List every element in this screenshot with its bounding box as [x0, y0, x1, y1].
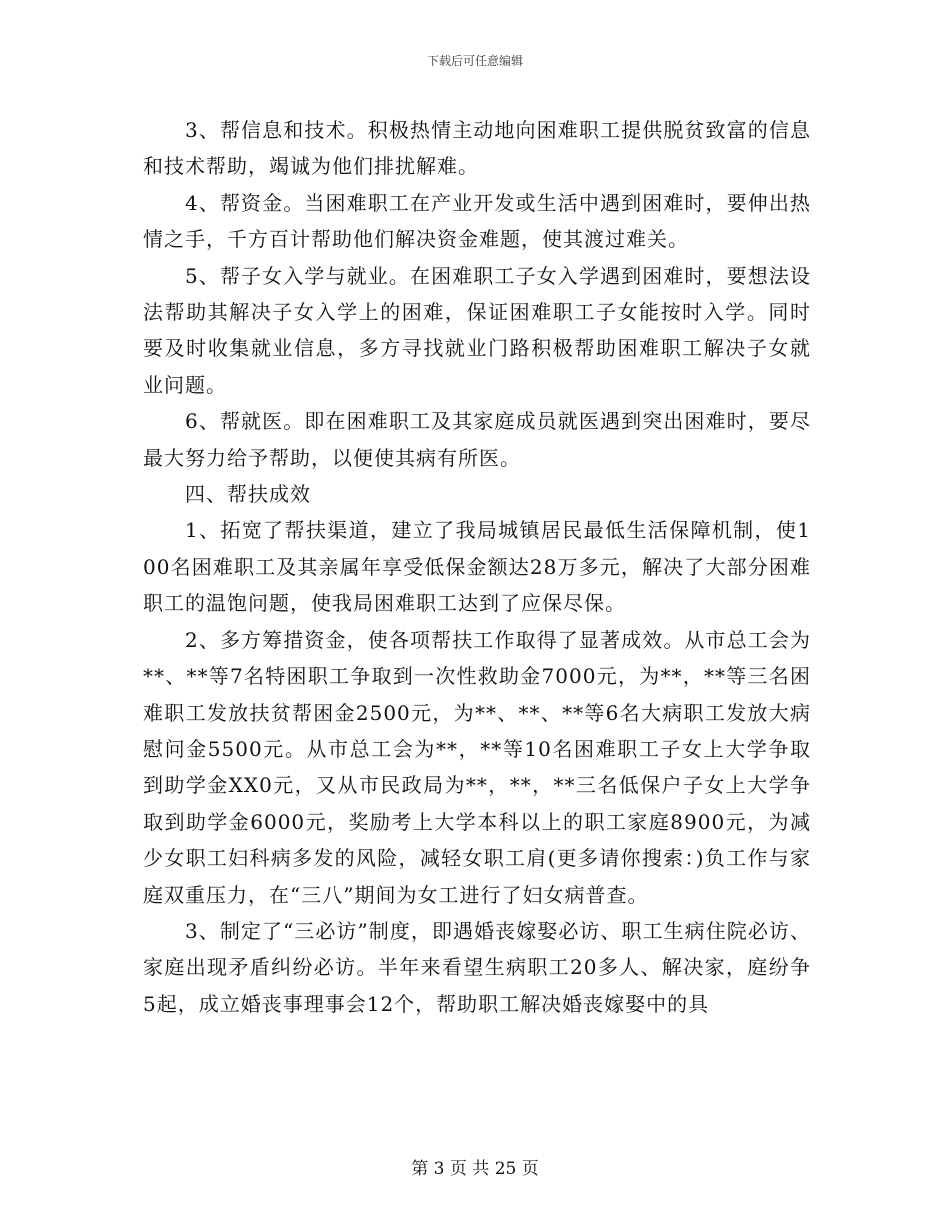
- paragraph-result-channels: 1、拓宽了帮扶渠道，建立了我局城镇居民最低生活保障机制，使100名困难职工及其亲属年享受低保金额达28万多元，解决了大部分困难职工的温饱问题，使我局困难职工达到了应保尽保。: [143, 518, 811, 616]
- paragraph-help-medical: 6、帮就医。即在困难职工及其家庭成员就医遇到突出困难时，要尽最大努力给予帮助，以便使其病有所医。: [143, 409, 811, 470]
- document-body: [143, 112, 811, 1022]
- paragraph-help-funds: 4、帮资金。当困难职工在产业开发或生活中遇到困难时，要伸出热情之手，千方百计帮助他们解决资金难题，使其渡过难关。: [143, 190, 811, 252]
- page-header: 下载后可任意编辑: [426, 54, 523, 68]
- paragraph-help-education-employment: 5、帮子女入学与就业。在困难职工子女入学遇到困难时，要想法设法帮助其解决子女入学上的困难，保证困难职工子女能按时入学。同时要及时收集就业信息，多方寻找就业门路积极帮助困难职工解决子女就业问题。: [143, 263, 811, 397]
- page-footer-page-number: 第 3 页 共 25 页: [411, 1159, 539, 1179]
- paragraph-result-three-visits: 3、制定了“三必访”制度，即遇婚丧嫁娶必访、职工生病住院必访、家庭出现矛盾纠纷必访。半年来看望生病职工20多人、解决家，庭纷争5起，成立婚丧事理事会12个，帮助职工解决婚丧嫁娶中的具: [143, 918, 811, 1016]
- paragraph-help-info-tech: 3、帮信息和技术。积极热情主动地向困难职工提供脱贫致富的信息和技术帮助，竭诚为他们排扰解难。: [143, 118, 811, 179]
- section-heading-results: 四、帮扶成效: [185, 482, 311, 507]
- paragraph-result-funding: 2、多方筹措资金，使各项帮扶工作取得了显著成效。从市总工会为**、**等7名特困职工争取到一次性救助金7000元，为**，**等三名困难职工发放扶贫帮困金2500元，为**、**、**等6名大病职工发放大病慰问金5500元。从市总工会为**，**等10名困难职工子女上大学争取到助学金XX0元，又从市民政局为**，**，**三名低保户子女上大学争取到助学金6000元，奖励考上大学本科以上的职工家庭8900元，为减少女职工妇科病多发的风险，减轻女职工肩(更多请你搜索：)负工作与家庭双重压力，在“三八”期间为女工进行了妇女病普查。: [143, 627, 811, 907]
